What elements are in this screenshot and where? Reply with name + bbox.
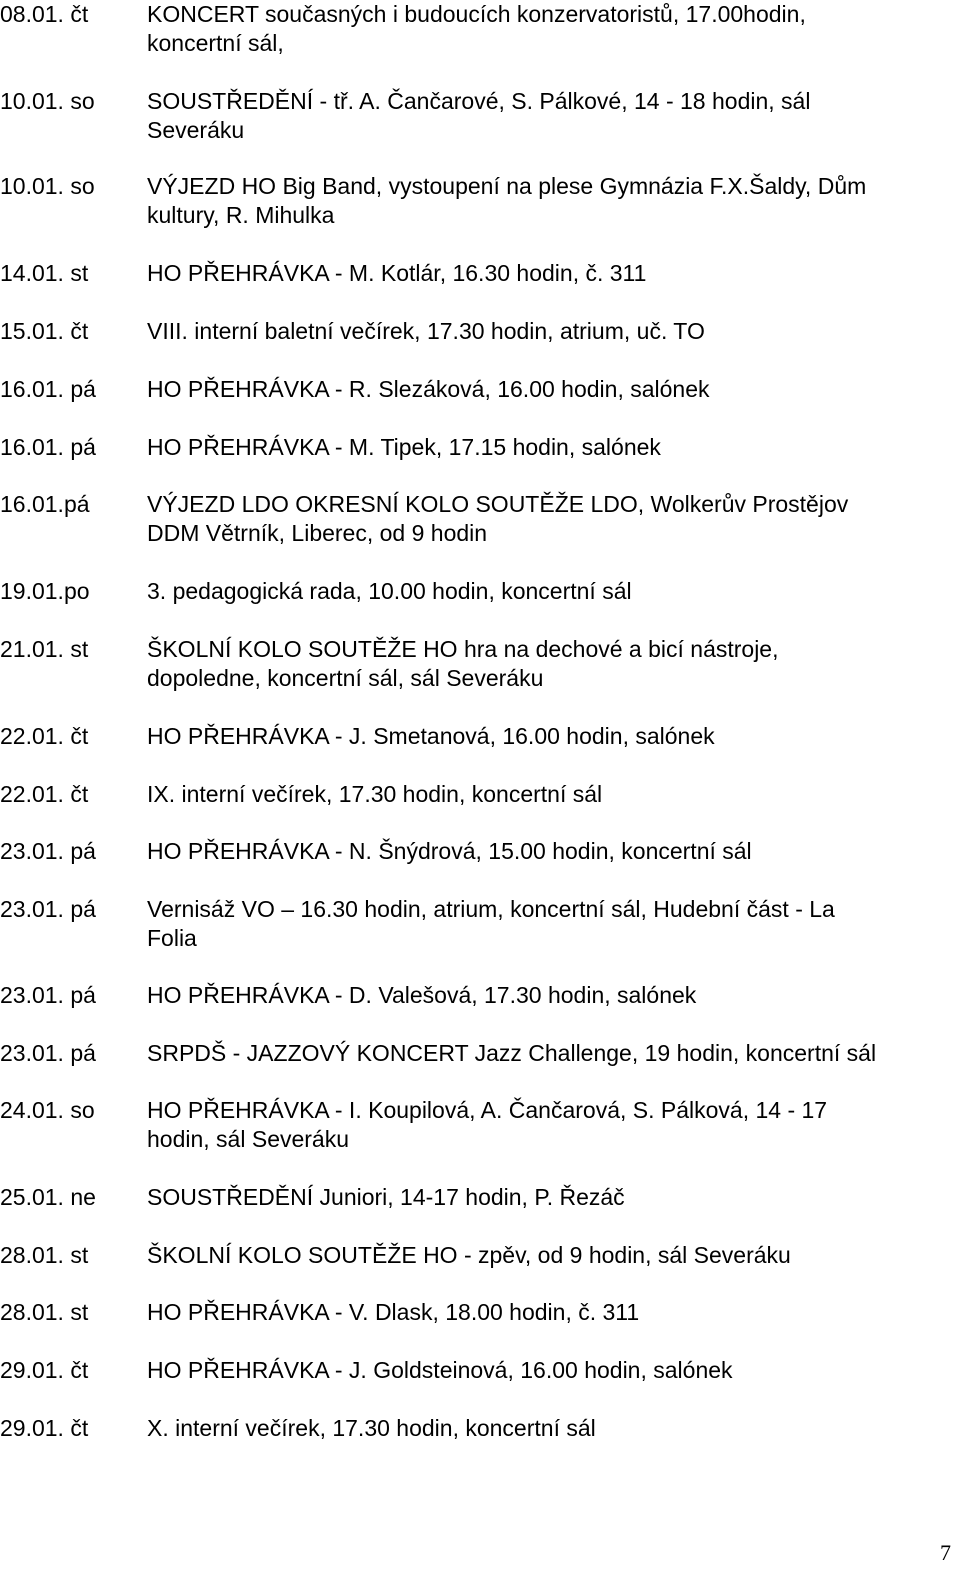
event-date: 28.01. st bbox=[0, 1299, 89, 1325]
event-line: HO PŘEHRÁVKA - I. Koupilová, A. Čančarová, S. Pálková, 14 - 17 bbox=[147, 1097, 828, 1123]
event-line: ŠKOLNÍ KOLO SOUTĚŽE HO - zpěv, od 9 hodin, sál Severáku bbox=[147, 1242, 791, 1268]
event-date: 25.01. ne bbox=[0, 1184, 96, 1210]
event-line: SOUSTŘEDĚNÍ Juniori, 14-17 hodin, P. Řezáč bbox=[147, 1184, 625, 1210]
event-line: Folia bbox=[147, 925, 197, 951]
event-line: VÝJEZD LDO OKRESNÍ KOLO SOUTĚŽE LDO, Wolkerův Prostějov bbox=[147, 491, 849, 517]
event-line: SOUSTŘEDĚNÍ - tř. A. Čančarové, S. Pálkové, 14 - 18 hodin, sál bbox=[147, 88, 811, 114]
event-line: kultury, R. Mihulka bbox=[147, 202, 335, 228]
event-date: 16.01. pá bbox=[0, 434, 96, 460]
event-line: Vernisáž VO – 16.30 hodin, atrium, koncertní sál, Hudební část - La bbox=[147, 896, 835, 922]
event-date: 10.01. so bbox=[0, 88, 95, 114]
event-date: 15.01. čt bbox=[0, 318, 89, 344]
event-description bbox=[147, 780, 947, 809]
event-description bbox=[147, 1298, 947, 1327]
event-date: 23.01. pá bbox=[0, 896, 96, 922]
event-line: ŠKOLNÍ KOLO SOUTĚŽE HO hra na dechové a bicí nástroje, bbox=[147, 636, 779, 662]
event-description bbox=[147, 895, 947, 953]
event-line: HO PŘEHRÁVKA - J. Smetanová, 16.00 hodin, salónek bbox=[147, 723, 715, 749]
event-line: VÝJEZD HO Big Band, vystoupení na plese Gymnázia F.X.Šaldy, Dům bbox=[147, 173, 867, 199]
event-description bbox=[147, 1356, 947, 1385]
page-number: 7 bbox=[940, 1540, 951, 1565]
event-date: 28.01. st bbox=[0, 1242, 89, 1268]
event-line: HO PŘEHRÁVKA - J. Goldsteinová, 16.00 hodin, salónek bbox=[147, 1357, 733, 1383]
event-date: 10.01. so bbox=[0, 173, 95, 199]
event-description bbox=[147, 1414, 947, 1443]
event-line: X. interní večírek, 17.30 hodin, koncertní sál bbox=[147, 1415, 596, 1441]
event-description bbox=[147, 837, 947, 866]
event-description bbox=[147, 635, 947, 693]
event-line: dopoledne, koncertní sál, sál Severáku bbox=[147, 665, 544, 691]
event-date: 23.01. pá bbox=[0, 838, 96, 864]
event-description bbox=[147, 1096, 947, 1154]
event-date: 16.01.pá bbox=[0, 491, 90, 517]
event-description bbox=[147, 433, 947, 462]
event-description bbox=[147, 981, 947, 1010]
event-line: HO PŘEHRÁVKA - R. Slezáková, 16.00 hodin, salónek bbox=[147, 376, 710, 402]
event-date: 14.01. st bbox=[0, 260, 89, 286]
event-line: HO PŘEHRÁVKA - V. Dlask, 18.00 hodin, č. 311 bbox=[147, 1299, 640, 1325]
event-description bbox=[147, 317, 947, 346]
event-line: DDM Větrník, Liberec, od 9 hodin bbox=[147, 520, 488, 546]
event-description bbox=[147, 490, 947, 548]
event-line: SRPDŠ - JAZZOVÝ KONCERT Jazz Challenge, 19 hodin, koncertní sál bbox=[147, 1040, 877, 1066]
event-date: 22.01. čt bbox=[0, 723, 89, 749]
event-date: 22.01. čt bbox=[0, 781, 89, 807]
event-date: 08.01. čt bbox=[0, 1, 89, 27]
event-line: VIII. interní baletní večírek, 17.30 hodin, atrium, uč. TO bbox=[147, 318, 705, 344]
event-date: 29.01. čt bbox=[0, 1357, 89, 1383]
event-line: koncertní sál, bbox=[147, 30, 284, 56]
event-description bbox=[147, 1241, 947, 1270]
event-line: HO PŘEHRÁVKA - N. Šnýdrová, 15.00 hodin, koncertní sál bbox=[147, 838, 752, 864]
event-description bbox=[147, 375, 947, 404]
event-description bbox=[147, 87, 947, 145]
event-line: 3. pedagogická rada, 10.00 hodin, koncertní sál bbox=[147, 578, 632, 604]
event-date: 16.01. pá bbox=[0, 376, 96, 402]
event-description bbox=[147, 722, 947, 751]
event-date: 19.01.po bbox=[0, 578, 90, 604]
event-line: HO PŘEHRÁVKA - M. Kotlár, 16.30 hodin, č. 311 bbox=[147, 260, 647, 286]
event-description bbox=[147, 1183, 947, 1212]
event-date: 23.01. pá bbox=[0, 1040, 96, 1066]
event-date: 24.01. so bbox=[0, 1097, 95, 1123]
event-line: HO PŘEHRÁVKA - M. Tipek, 17.15 hodin, salónek bbox=[147, 434, 661, 460]
event-description bbox=[147, 172, 947, 230]
event-line: Severáku bbox=[147, 117, 245, 143]
event-line: HO PŘEHRÁVKA - D. Valešová, 17.30 hodin, salónek bbox=[147, 982, 697, 1008]
event-line: IX. interní večírek, 17.30 hodin, koncertní sál bbox=[147, 781, 603, 807]
event-description bbox=[147, 259, 947, 288]
event-date: 23.01. pá bbox=[0, 982, 96, 1008]
event-line: KONCERT současných i budoucích konzervatoristů, 17.00hodin, bbox=[147, 1, 806, 27]
event-date: 29.01. čt bbox=[0, 1415, 89, 1441]
event-line: hodin, sál Severáku bbox=[147, 1126, 350, 1152]
event-date: 21.01. st bbox=[0, 636, 89, 662]
event-description bbox=[147, 577, 947, 606]
event-description bbox=[147, 1039, 947, 1068]
event-description bbox=[147, 0, 947, 58]
